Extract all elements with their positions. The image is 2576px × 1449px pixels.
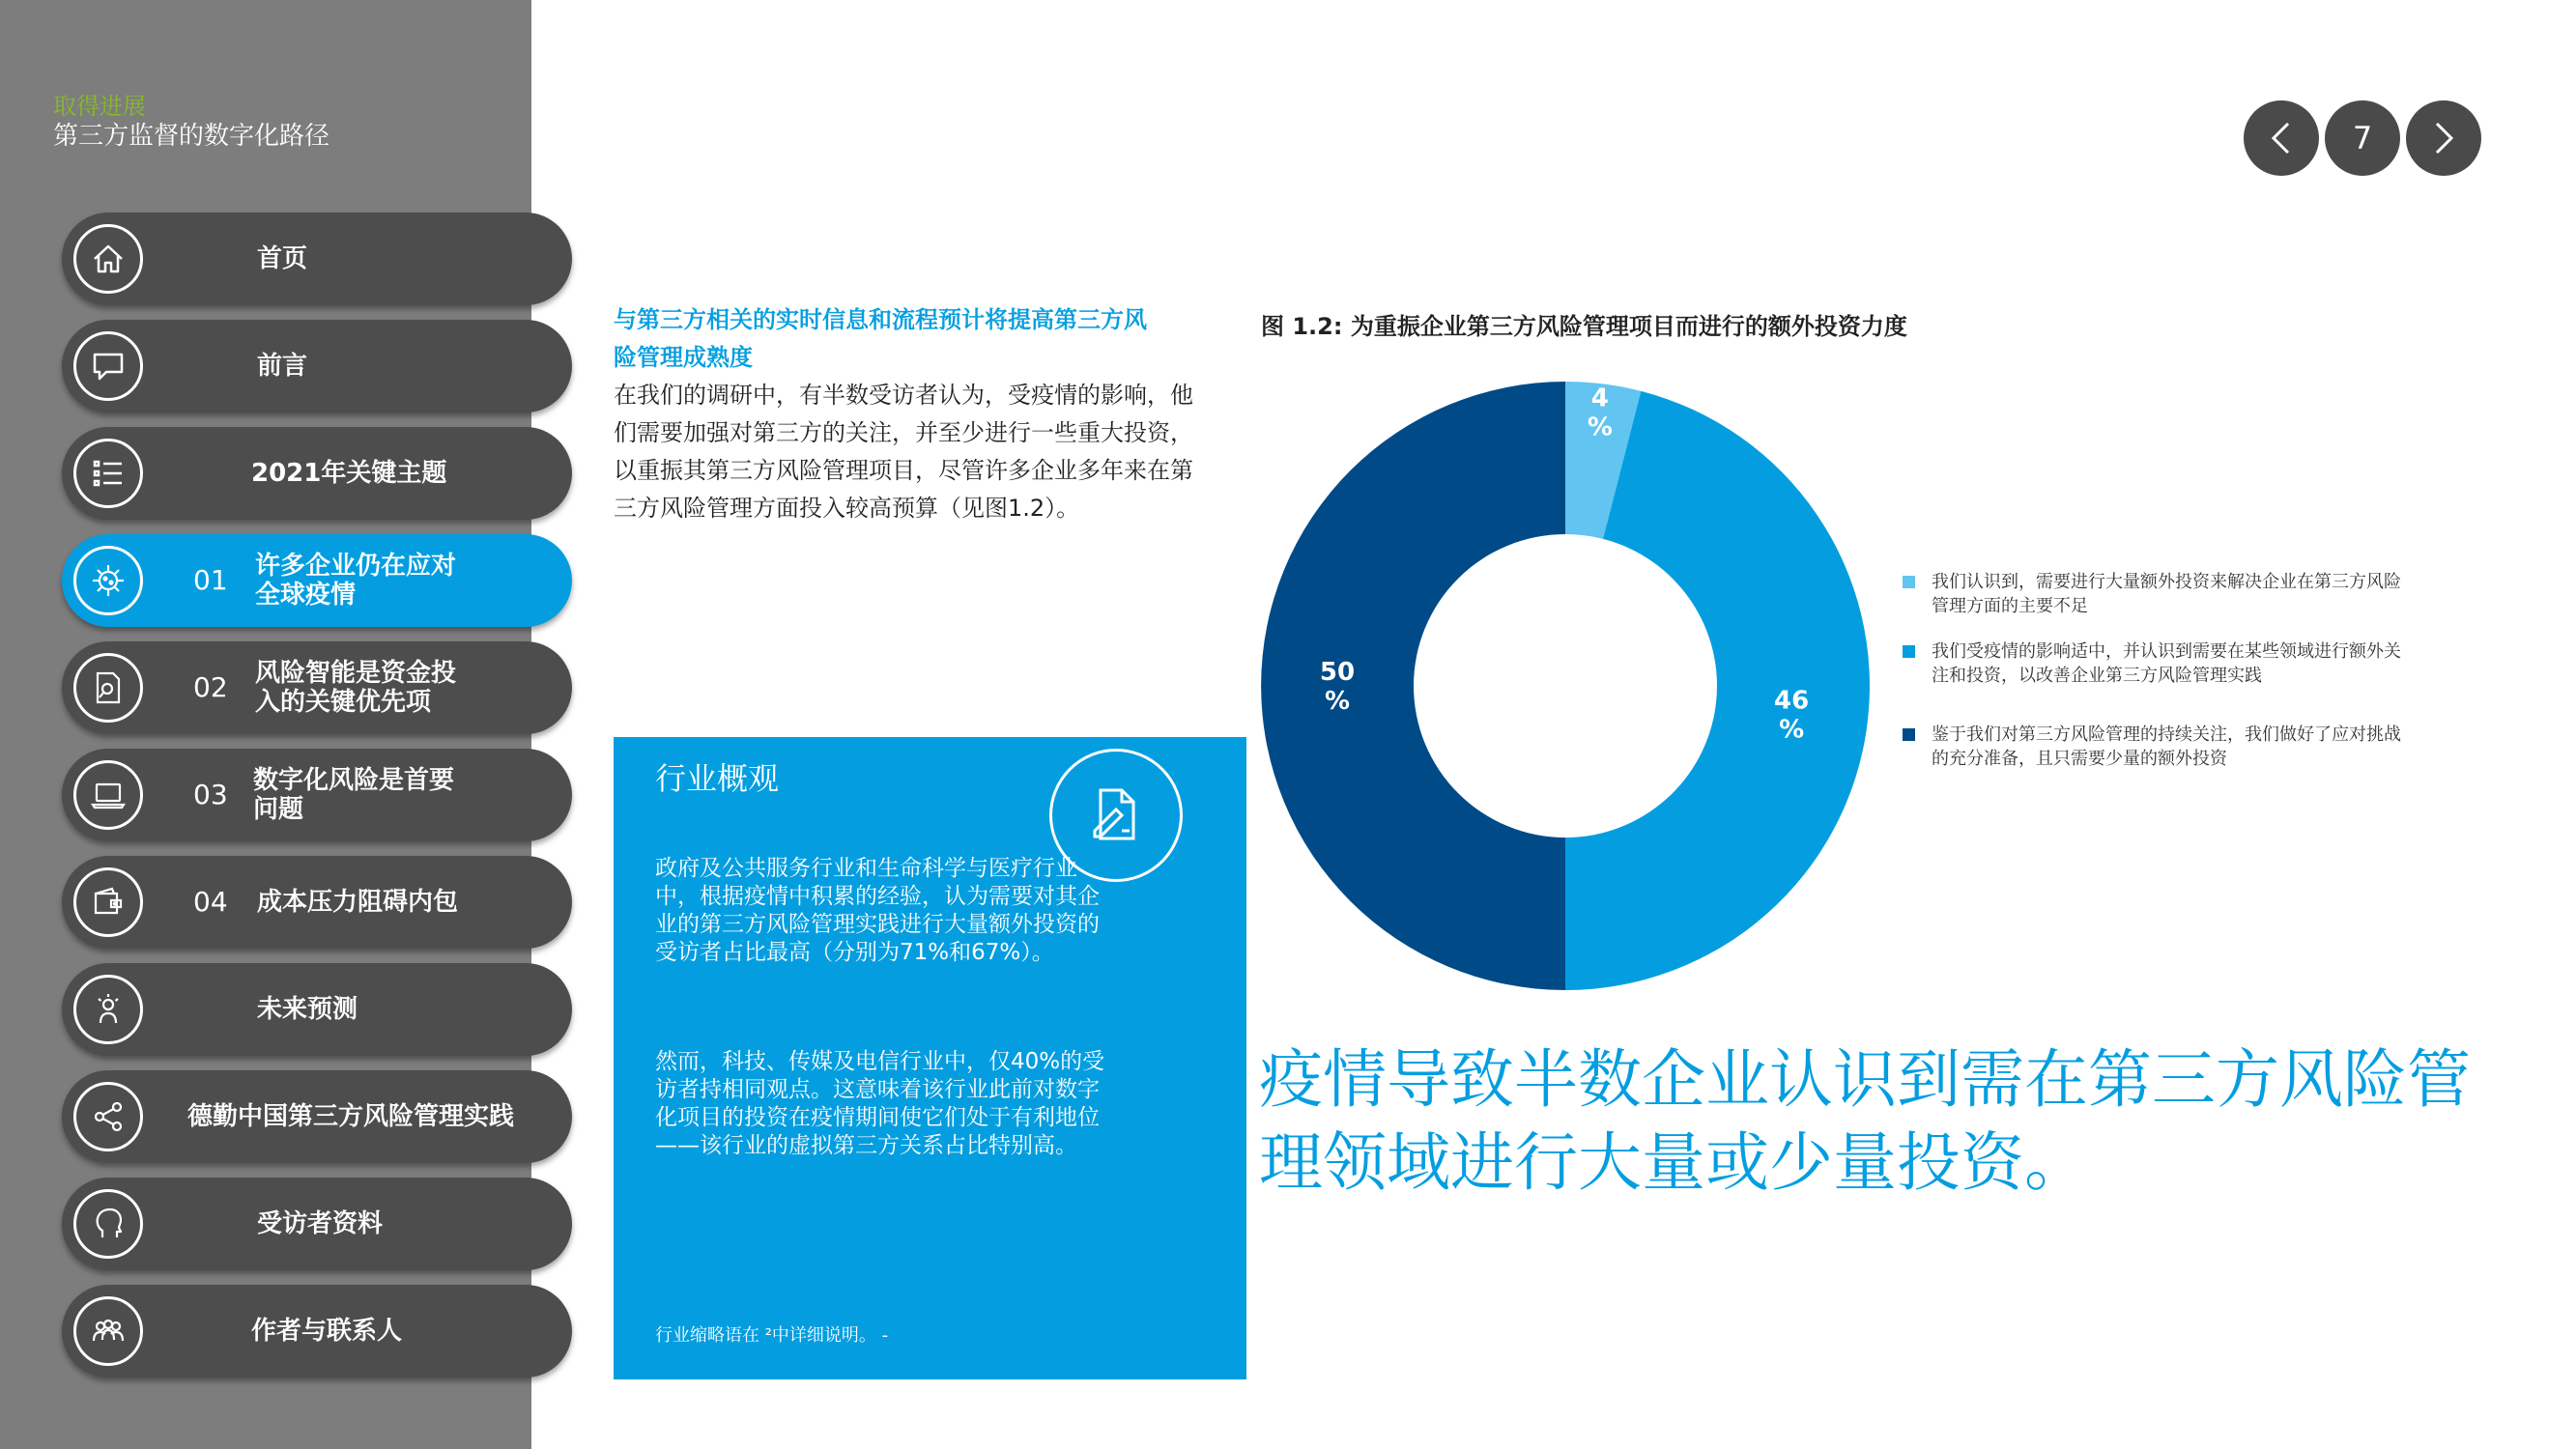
nav-item-key-themes[interactable] — [62, 427, 572, 520]
document-search-icon — [73, 653, 143, 723]
industry-overview-title: 行业概观 — [655, 760, 780, 797]
nav-item-03[interactable] — [62, 749, 572, 841]
nav-item-home[interactable] — [62, 213, 572, 305]
figure-title: 图 1.2: 为重振企业第三方风险管理项目而进行的额外投资力度 — [1261, 313, 1907, 340]
legend-swatch — [1903, 576, 1915, 588]
nav-item-label: 2021年关键主题 — [251, 459, 447, 488]
legend-item — [1899, 639, 2411, 688]
nav-item-preface[interactable] — [62, 320, 572, 412]
nav-item-deloitte-practice[interactable] — [62, 1070, 572, 1163]
head-icon — [73, 1189, 143, 1259]
nav-item-label: 受访者资料 — [257, 1209, 384, 1238]
legend-swatch — [1903, 645, 1915, 658]
page-number-text: 7 — [2352, 120, 2373, 156]
share-icon — [73, 1082, 143, 1151]
donut-slice-label: 4 % — [1587, 384, 1613, 442]
report-title: 第三方监督的数字化路径 — [53, 122, 330, 151]
virus-icon — [73, 546, 143, 615]
legend-label: 我们受疫情的影响适中，并认识到需要在某些领域进行额外关注和投资，以改善企业第三方风险管理实践 — [1932, 641, 2401, 686]
donut-slice-label: 46 % — [1774, 686, 1810, 745]
home-icon — [73, 224, 143, 294]
wallet-icon — [73, 867, 143, 937]
nav-item-label: 德勤中国第三方风险管理实践 — [187, 1102, 515, 1131]
page-number — [2325, 100, 2400, 176]
intro-title: 与第三方相关的实时信息和流程预计将提高第三方风险管理成熟度 — [614, 306, 1147, 371]
chevron-left-icon — [2262, 119, 2301, 157]
lightbulb-person-icon — [73, 975, 143, 1044]
nav-item-future-outlook[interactable] — [62, 963, 572, 1056]
nav-item-number: 04 — [193, 886, 228, 918]
nav-item-02[interactable] — [62, 641, 572, 734]
nav-item-04[interactable] — [62, 856, 572, 949]
legend-item — [1899, 570, 2411, 618]
chevron-right-icon — [2424, 119, 2463, 157]
legend-item — [1899, 723, 2411, 771]
speech-bubble-icon — [73, 331, 143, 401]
industry-overview-paragraph-1: 政府及公共服务行业和生命科学与医疗行业中，根据疫情中积累的经验，认为需要对其企业的第三方风险管理实践进行大量额外投资的受访者占比最高（分别为71%和67%）。 — [655, 856, 1100, 965]
nav-item-respondents[interactable] — [62, 1178, 572, 1270]
donut-slice — [1261, 382, 1565, 990]
nav-item-number: 02 — [193, 671, 228, 703]
industry-overview-paragraph-2: 然而，科技、传媒及电信行业中，仅40%的受访者持相同观点。这意味着该行业此前对数字化项目的投资在疫情期间使它们处于有利地位——该行业的虚拟第三方关系占比特别高。 — [655, 1049, 1105, 1158]
nav-item-label: 首页 — [257, 244, 308, 273]
laptop-icon — [73, 760, 143, 830]
next-page-button[interactable] — [2406, 100, 2481, 176]
nav-item-label: 前言 — [257, 352, 308, 381]
nav-item-authors[interactable] — [62, 1285, 572, 1378]
legend-swatch — [1903, 728, 1915, 741]
legend-label: 我们认识到，需要进行大量额外投资来解决企业在第三方风险管理方面的主要不足 — [1932, 572, 2401, 616]
industry-overview-box — [614, 737, 1246, 1379]
section-label: 取得进展 — [53, 93, 146, 120]
nav-item-label: 许多企业仍在应对 全球疫情 — [255, 552, 457, 610]
nav-item-number: 03 — [193, 779, 228, 810]
nav-item-label: 数字化风险是首要 问题 — [253, 766, 455, 824]
legend-label: 鉴于我们对第三方风险管理的持续关注，我们做好了应对挑战的充分准备，且只需要少量的额外投资 — [1932, 724, 2401, 769]
chart-legend — [1899, 570, 2411, 792]
nav-menu — [62, 213, 572, 1392]
people-icon — [73, 1296, 143, 1366]
nav-item-number: 01 — [193, 564, 228, 596]
nav-item-label: 成本压力阻碍内包 — [257, 888, 459, 917]
nav-item-01[interactable] — [62, 534, 572, 627]
headline: 疫情导致半数企业认识到需在第三方风险管理领域进行大量或少量投资。 — [1259, 1042, 2471, 1200]
investment-donut-chart — [1256, 377, 1875, 995]
intro-body: 在我们的调研中，有半数受访者认为，受疫情的影响，他们需要加强对第三方的关注，并至少进行一些重大投资，以重振其第三方风险管理项目，尽管许多企业多年来在第三方风险管理方面投入较高预算（见图1.2）。 — [614, 382, 1193, 522]
industry-overview-footnote: 行业缩略语在 ²中详细说明。 - — [655, 1325, 889, 1346]
list-icon — [73, 439, 143, 508]
nav-item-label: 风险智能是资金投 入的关键优先项 — [255, 659, 457, 717]
prev-page-button[interactable] — [2244, 100, 2319, 176]
nav-item-label: 未来预测 — [257, 995, 358, 1024]
nav-item-label: 作者与联系人 — [251, 1317, 403, 1346]
donut-slice-label: 50 % — [1319, 658, 1356, 716]
